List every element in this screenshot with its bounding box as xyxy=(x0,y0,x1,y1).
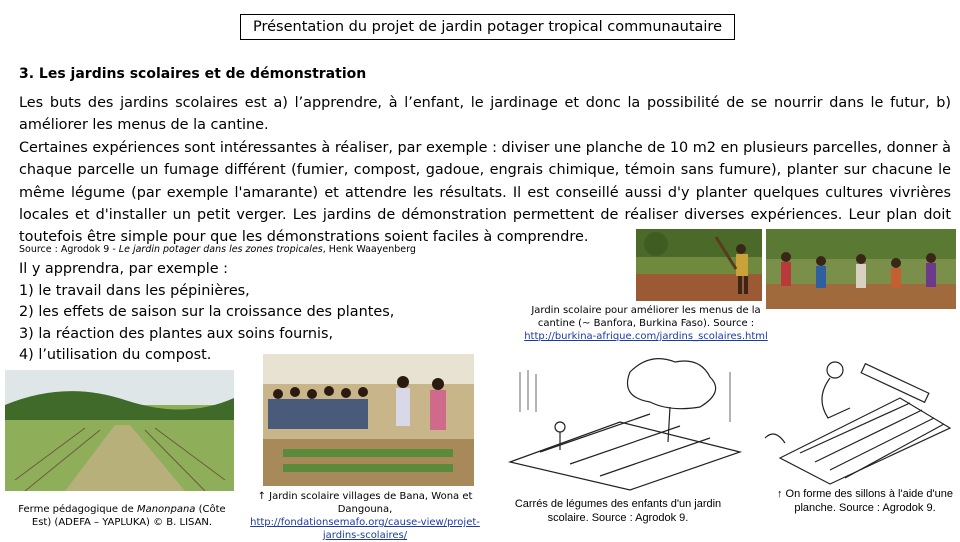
caption-burkina: Jardin scolaire pour améliorer les menus de la cantine (~ Banfora, Burkina Faso). Source : http://burkina-afrique.com/jardins_scolaires.html xyxy=(524,305,768,342)
illustration-furrows-plank xyxy=(760,358,956,486)
caption-bana: ↑ Jardin scolaire villages de Bana, Wona et Dangouna, http://fondationsemafo.org/cause-view/projet-jardins-scolaires/ xyxy=(250,491,480,541)
photo-school-garden-banfora xyxy=(766,229,956,309)
paragraph-goals: Les buts des jardins scolaires est a) l’apprendre, à l’enfant, le jardinage et donc la possibilité de se nourrir dans le futur, b) améliorer les menus de la cantine. xyxy=(19,95,951,134)
photo-children-garden-bana xyxy=(263,354,474,486)
source-citation: Source : Agrodok 9 - Le jardin potager dans les zones tropicales, Henk Waayenberg xyxy=(19,244,416,255)
caption-sillons: ↑ On forme des sillons à l'aide d'une planche. Source : Agrodok 9. xyxy=(776,488,954,514)
burkina-link[interactable]: http://burkina-afrique.com/jardins_scolaires.html xyxy=(524,331,768,342)
paragraph-experiments: Certaines expériences sont intéressantes à réaliser, par exemple : diviser une planche de 10 m2 en plusieurs parcelles, donner à chaque parcelle un fumage différent (fumier, compost, gadoue, engrais chimique, témoin sans fumure), planter sur chacune le même légume (par exemple l'amarante) et attendre les résultats. Il est conseillé aussi d'y planter quelques cultures vivrières locales et d'installer un petit verger. Les jardins de démonstration permettent de réaliser diverses expériences. Leur plan doit toutefois être simple pour que les démonstrations soient faciles à comprendre. xyxy=(19,139,951,246)
body-text xyxy=(19,92,951,249)
illustration-vegetable-squares xyxy=(500,352,748,492)
learning-list xyxy=(19,259,394,367)
caption-carres: Carrés de légumes des enfants d'un jardin scolaire. Source : Agrodok 9. xyxy=(514,498,722,524)
photo-child-digging xyxy=(636,229,762,301)
list-item: 4) l’utilisation du compost. xyxy=(19,347,212,364)
photo-demonstration-farm xyxy=(5,370,234,491)
section-heading: 3. Les jardins scolaires et de démonstration xyxy=(19,66,367,82)
list-item: 1) le travail dans les pépinières, xyxy=(19,282,250,299)
list-item: Il y apprendra, par exemple : xyxy=(19,261,228,277)
source-book-title: Le jardin potager dans les zones tropicales xyxy=(118,244,323,255)
list-item: 2) les effets de saison sur la croissance des plantes, xyxy=(19,304,395,321)
slide-title: Présentation du projet de jardin potager tropical communautaire xyxy=(240,14,735,40)
list-item: 3) la réaction des plantes aux soins fournis, xyxy=(19,325,334,342)
caption-ferme: Ferme pédagogique de Manonpana (Côte Est) (ADEFA – YAPLUKA) © B. LISAN. xyxy=(18,504,226,528)
bana-link[interactable]: http://fondationsemafo.org/cause-view/projet-jardins-scolaires/ xyxy=(250,517,480,541)
